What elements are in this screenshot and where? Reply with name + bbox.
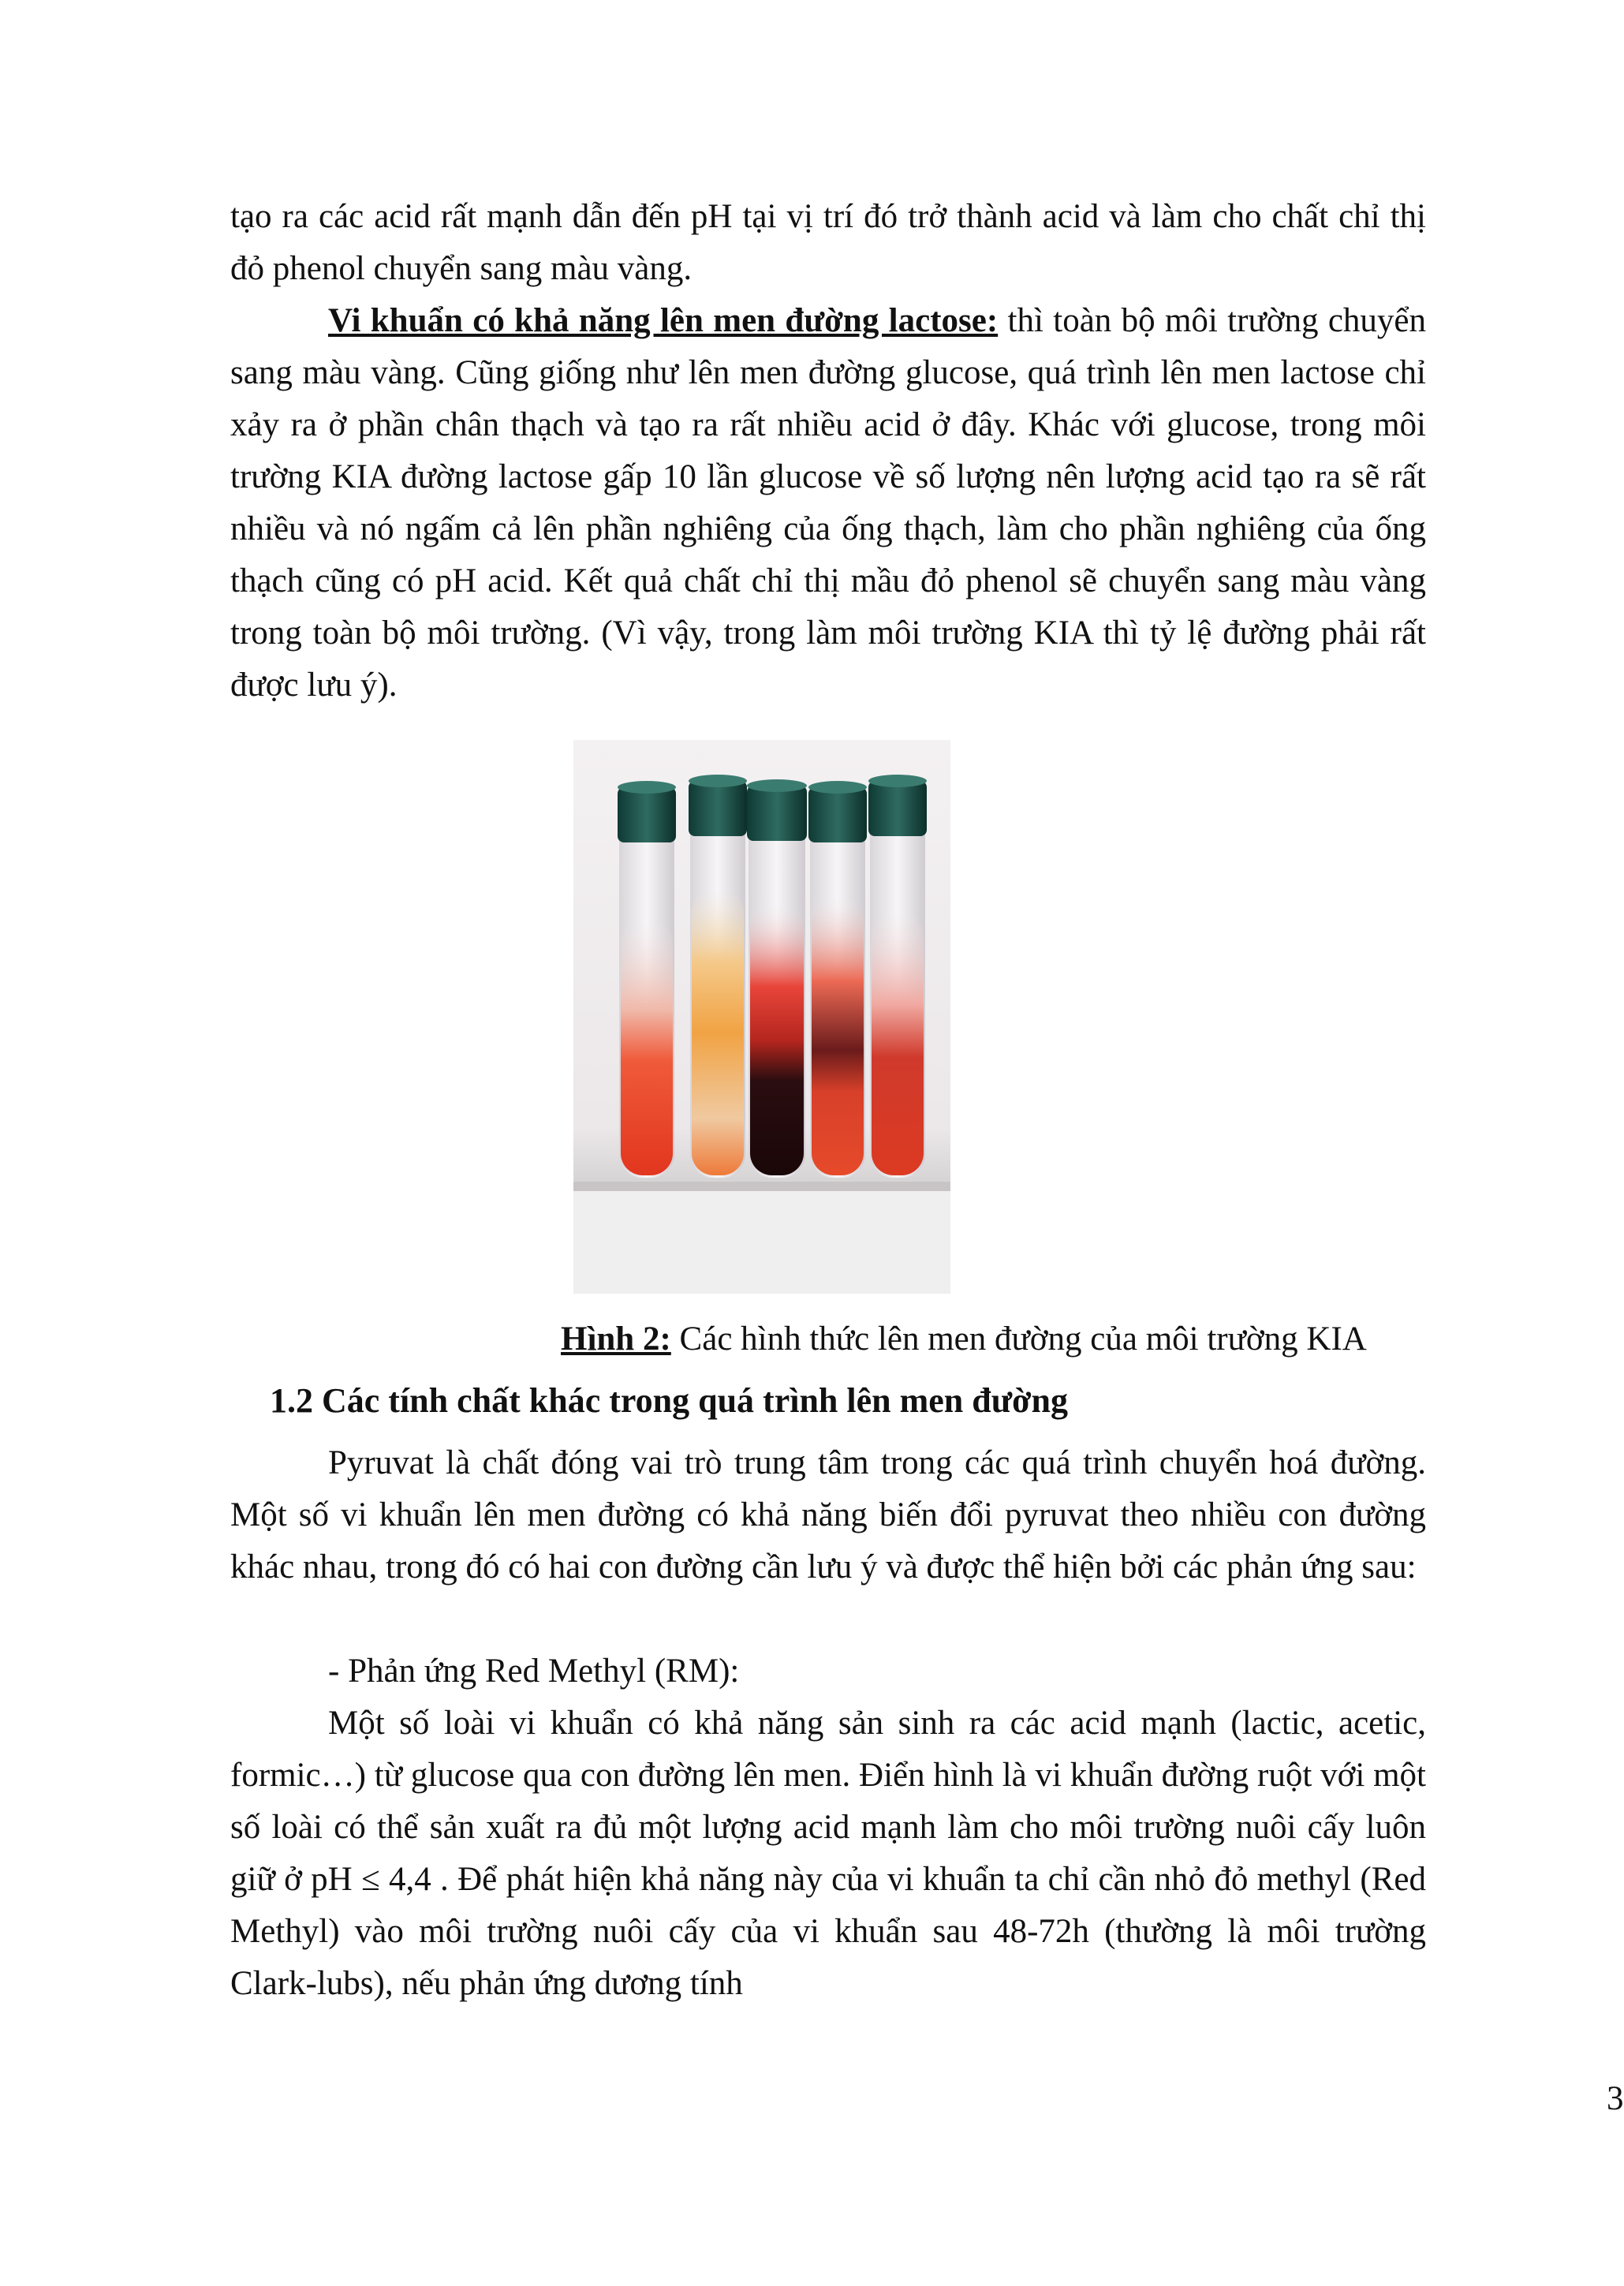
rm-reaction-label: - Phản ứng Red Methyl (RM): [328,1653,740,1690]
lactose-lead: Vi khuẩn có khả năng lên men đường lactose: [328,302,999,339]
test-tube-5 [868,775,927,1178]
figure-caption-text: Các hình thức lên men đường của môi trường KIA [670,1320,1367,1358]
test-tube-2 [689,775,747,1178]
figure-caption [561,1316,1367,1363]
test-tube-1 [618,781,676,1178]
paragraph-rm: Một số loài vi khuẩn có khả năng sản sinh ra các acid mạnh (lactic, acetic, formic…) từ glucose qua con đường lên men. Điển hình là vi khuẩn đường ruột với một số loài có thể sản xuất ra đủ một lượng acid mạnh làm cho môi trường nuôi cấy luôn giữ ở pH ≤ 4,4 . Để phát hiện khả năng này của vi khuẩn ta chỉ cần nhỏ đỏ methyl (Red Methyl) vào môi trường nuôi cấy của vi khuẩn sau 48-72h (thường là môi trường Clark-lubs), nếu phản ứng dương tính [230,1705,1426,2002]
section-heading: 1.2 Các tính chất khác trong quá trình lên men đường [270,1381,1068,1420]
lactose-body: thì toàn bộ môi trường chuyển sang màu vàng. Cũng giống như lên men đường glucose, quá trình lên men lactose chỉ xảy ra ở phần chân thạch và tạo ra rất nhiều acid ở đây. Khác với glucose, trong môi trường KIA đường lactose gấp 10 lần glucose về số lượng nên lượng acid tạo ra sẽ rất nhiều và nó ngấm cả lên phần nghiêng của ống thạch, làm cho phần nghiêng của ống thạch cũng có pH acid. Kết quả chất chỉ thị mầu đỏ phenol sẽ chuyển sang màu vàng trong toàn bộ môi trường. (Vì vậy, trong làm môi trường KIA thì tỷ lệ đường phải rất được lưu ý). [230,302,1426,704]
test-tube-3 [747,779,807,1178]
kia-tubes-photo [573,740,950,1294]
test-tube-4 [808,781,867,1178]
paragraph-continuation: tạo ra các acid rất mạnh dẫn đến pH tại vị trí đó trở thành acid và làm cho chất chỉ thị đỏ phenol chuyển sang màu vàng. [230,198,1426,287]
page-number: 3 [1607,2080,1624,2117]
paragraph-lactose [230,295,1426,712]
paragraph-pyruvat: Pyruvat là chất đóng vai trò trung tâm trong các quá trình chuyển hoá đường. Một số vi khuẩn lên men đường có khả năng biến đổi pyruvat theo nhiều con đường khác nhau, trong đó có hai con đường cần lưu ý và được thể hiện bởi các phản ứng sau: [230,1444,1426,1586]
figure-label: Hình 2: [561,1320,671,1358]
